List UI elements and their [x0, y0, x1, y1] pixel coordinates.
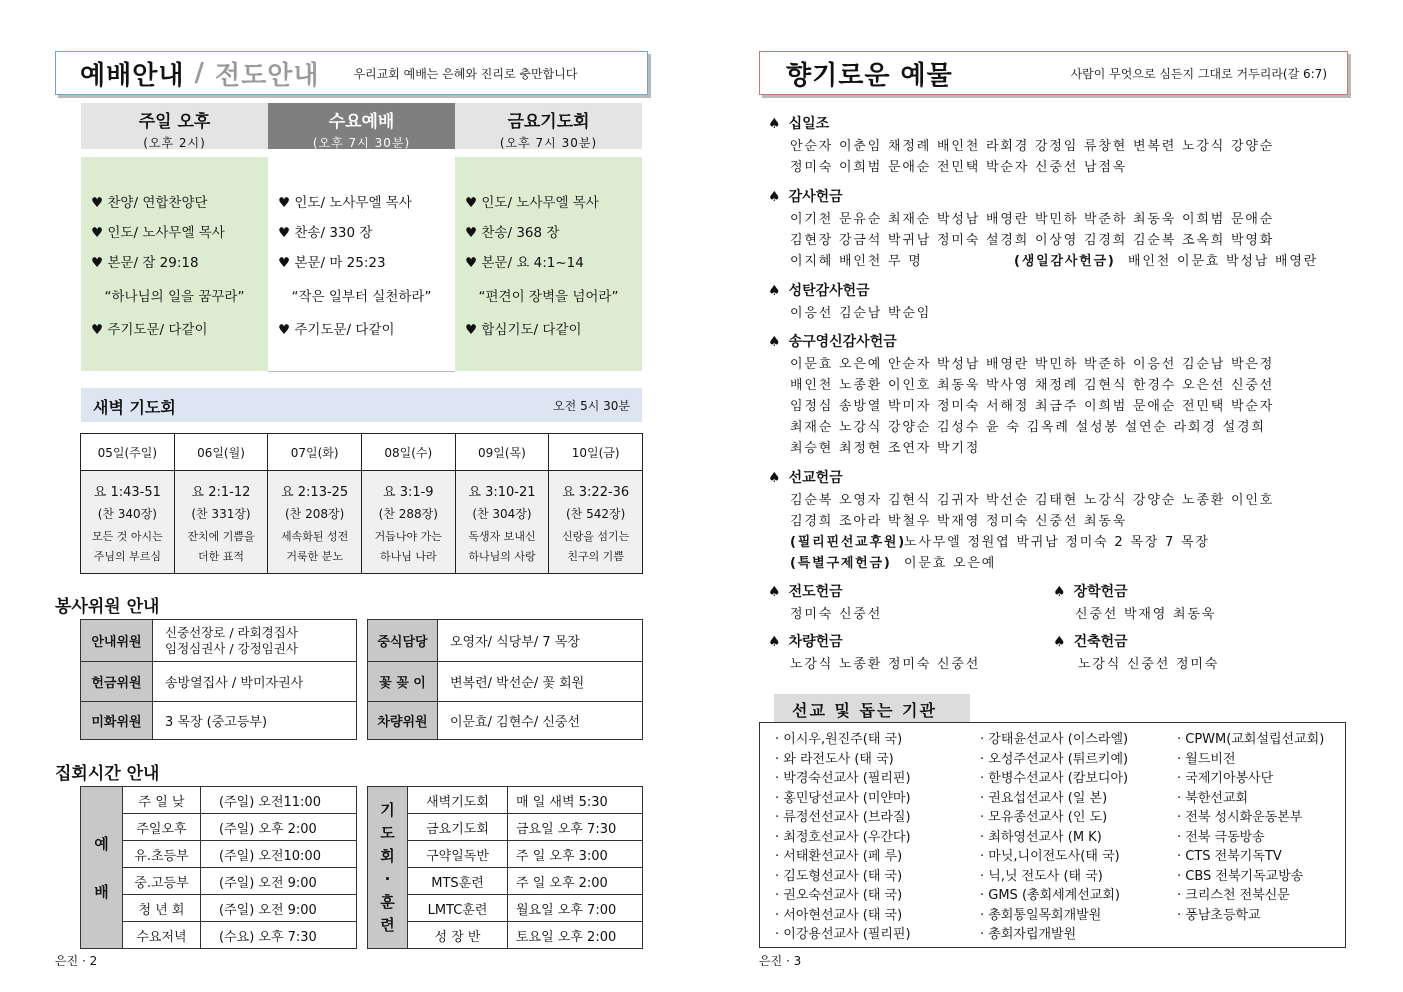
spade-icon: ♠ — [768, 634, 781, 650]
day-header: 10일(금) — [549, 434, 643, 471]
offering-names: 이기천 문유순 최재순 박성남 배영란 박민하 박준하 최동욱 이희범 문애순 — [790, 212, 1275, 227]
service-item: ♥ 주기도문/ 다같이 — [91, 322, 208, 338]
offering-title — [1053, 631, 1128, 651]
right-header-box — [759, 51, 1348, 95]
org-item: · 풍남초등학교 — [1177, 907, 1261, 923]
meeting-name: 구약일독반 — [408, 841, 508, 868]
offering-title-text: 감사헌금 — [788, 189, 843, 205]
meeting-name: 주일오후 — [123, 814, 201, 841]
service-item: ♥ 본문/ 마 25:23 — [278, 255, 386, 271]
spade-icon: ♠ — [1053, 634, 1066, 650]
offering-names: 노사무엘 정원엽 박귀남 정미숙 2 목장 7 목장 — [904, 535, 1210, 550]
service-item: ♥ 인도/ 노사무엘 목사 — [91, 225, 225, 241]
meeting-time: 금요일 오후 7:30 — [508, 814, 643, 841]
meeting-name: LMTC훈련 — [408, 895, 508, 922]
meeting-title: 집회시간 안내 — [55, 764, 160, 784]
volunteer-label: 차량위원 — [368, 702, 438, 740]
offering-title-text: 건축헌금 — [1073, 634, 1128, 650]
scripture-ref: 요 2:1-12 — [191, 484, 251, 500]
offering-title — [1053, 581, 1128, 601]
page-footer-left: 은진 · 2 — [55, 954, 98, 968]
offering-title-text: 전도헌금 — [788, 584, 843, 600]
service-head-friday — [455, 103, 642, 149]
offering-names: 정미숙 이희범 문애순 전민택 박순자 신중선 남점옥 — [790, 160, 1128, 175]
meeting-time: (주일) 오후 2:00 — [201, 814, 357, 841]
spade-icon: ♠ — [768, 334, 781, 350]
org-item: · 마닛,니이전도사(태 국) — [980, 849, 1120, 864]
offering-names: 이지혜 배인천 무 명 — [790, 254, 923, 269]
scripture-ref: 요 3:1-9 — [383, 484, 434, 500]
org-item: · 크리스천 전북신문 — [1177, 888, 1290, 903]
offering-title-text: 십일조 — [788, 116, 830, 132]
dawn-prayer-title: 새벽 기도회 — [93, 398, 176, 417]
org-title-tab — [774, 694, 970, 722]
offering-title — [768, 467, 843, 487]
offering-title — [768, 113, 830, 133]
meeting-name: 새벽기도회 — [408, 787, 508, 814]
meeting-time: (주일) 오전 9:00 — [201, 895, 357, 922]
volunteer-value-line: 신중선장로 / 라회경집사 — [165, 624, 298, 640]
offering-names: 안순자 이춘임 채정례 배인천 라회경 강정임 류창현 변복련 노강식 강양순 — [790, 139, 1275, 154]
org-item: · 한병수선교사 (캄보디아) — [980, 771, 1129, 786]
theme-line: 신랑을 섬기는 — [562, 529, 630, 543]
header-title-evangelism: 전도안내 — [214, 60, 320, 91]
spade-icon: ♠ — [768, 283, 781, 299]
service-item: ♥ 찬양/ 연합찬양단 — [91, 195, 208, 211]
theme-line: 거룩한 분노 — [286, 549, 343, 563]
volunteer-label: 중식담당 — [368, 620, 438, 662]
service-item: ♥ 본문/ 잠 29:18 — [91, 255, 199, 271]
offering-names: 노강식 노종환 정미숙 신중선 — [790, 657, 981, 672]
offering-names: 김순복 오영자 김현식 김귀자 박선순 김태현 노강식 강양순 노종환 이인호 — [790, 493, 1275, 508]
service-time: (오후 2시) — [143, 136, 206, 150]
group-char: 훈 — [380, 892, 395, 911]
meeting-name: 유.초등부 — [123, 841, 201, 868]
offering-title — [768, 581, 843, 601]
org-item: · 김도형선교사 (태 국) — [775, 868, 903, 884]
org-item: · 총회자립개발원 — [980, 927, 1077, 942]
service-col-wednesday — [268, 157, 455, 372]
meeting-name: 금요기도회 — [408, 814, 508, 841]
service-name: 주일 오후 — [138, 112, 211, 132]
offering-names: 김현장 강금석 박귀남 정미숙 설경희 이상영 김경희 김순복 조옥희 박영화 — [790, 233, 1275, 248]
service-name: 금요기도회 — [507, 112, 590, 132]
hymn-number: (찬 208장) — [285, 506, 345, 521]
meeting-time: 토요일 오후 2:00 — [508, 922, 643, 949]
dawn-prayer-time: 오전 5시 30분 — [553, 399, 630, 413]
meeting-time: 주 일 오후 3:00 — [508, 841, 643, 868]
hymn-number: (찬 340장) — [97, 506, 157, 521]
service-item: ♥ 주기도문/ 다같이 — [278, 322, 395, 338]
service-item: ♥ 인도/ 노사무엘 목사 — [278, 195, 412, 211]
volunteer-value: 변복련/ 박선순/ 꽃 회원 — [438, 662, 643, 702]
volunteer-table-right — [367, 619, 643, 740]
theme-line: 독생자 보내신 — [468, 529, 536, 543]
special-offering-label: (생일감사헌금) — [1014, 254, 1116, 269]
volunteer-label: 안내위원 — [81, 620, 153, 662]
service-item: ♥ 찬송/ 368 장 — [465, 225, 560, 241]
prayer-times-table — [367, 786, 643, 949]
spade-icon: ♠ — [768, 584, 781, 600]
group-char: 배 — [94, 882, 109, 901]
volunteer-value: 송방열집사 / 박미자권사 — [153, 662, 357, 702]
day-header: 09일(목) — [455, 434, 549, 471]
scripture-ref: 요 3:10-21 — [468, 484, 536, 500]
theme-line: 잔치에 기쁨을 — [187, 529, 255, 543]
volunteer-value — [153, 620, 357, 662]
volunteer-label: 꽃 꽂 이 — [368, 662, 438, 702]
org-item: · 서아현선교사 (태 국) — [775, 907, 903, 923]
special-offering-label: (필리핀선교후원) — [790, 535, 906, 550]
sermon-title: “편견이 장벽을 넘어라” — [478, 289, 619, 305]
offering-title-text: 차량헌금 — [788, 634, 843, 650]
offering-names: 신중선 박재영 최동욱 — [1075, 607, 1217, 622]
org-item: · 전북 극동방송 — [1177, 829, 1265, 845]
dawn-schedule-table — [80, 433, 643, 574]
service-item: ♥ 본문/ 요 4:1~14 — [465, 255, 584, 271]
service-item: ♥ 찬송/ 330 장 — [278, 225, 373, 241]
hymn-number: (찬 288장) — [378, 506, 438, 521]
hymn-number: (찬 331장) — [191, 506, 251, 521]
day-header: 06일(월) — [174, 434, 268, 471]
volunteer-value: 오영자/ 식당부/ 7 목장 — [438, 620, 643, 662]
spade-icon: ♠ — [768, 470, 781, 486]
org-item: · 모유종선교사 (인 도) — [980, 810, 1108, 825]
sermon-title: “하나님의 일을 꿈꾸라” — [104, 289, 245, 305]
service-time: (오후 7시 30분) — [499, 136, 598, 150]
offering-title — [768, 186, 843, 206]
offering-title — [768, 280, 870, 300]
meeting-time: 매 일 새벽 5:30 — [508, 787, 643, 814]
volunteer-value: 3 목장 (중고등부) — [153, 702, 357, 740]
spade-icon: ♠ — [768, 189, 781, 205]
day-header: 07일(화) — [268, 434, 362, 471]
scripture-ref: 요 3:22-36 — [562, 484, 630, 500]
org-item: · 권요섭선교사 (일 본) — [980, 790, 1108, 806]
left-header-box — [55, 51, 648, 95]
theme-line: 세속화된 성전 — [281, 529, 349, 543]
dawn-prayer-banner — [81, 388, 642, 422]
org-item: · 오성주선교사 (튀르키예) — [980, 751, 1129, 767]
prayer-group-label — [368, 787, 408, 949]
offering-title-text: 성탄감사헌금 — [788, 283, 870, 299]
org-item: · 권오숙선교사 (태 국) — [775, 888, 903, 903]
meeting-name: 중.고등부 — [123, 868, 201, 895]
offering-names: 이응선 김순남 박순임 — [790, 306, 932, 321]
day-cell — [549, 471, 643, 574]
org-item: · 닉,닛 전도사 (태 국) — [980, 868, 1103, 884]
org-item: · 이시우,원진주(태 국) — [775, 732, 903, 747]
volunteer-label: 미화위원 — [81, 702, 153, 740]
theme-line: 주님의 부르심 — [93, 549, 161, 563]
offering-names: 배인천 노종환 이인호 최동욱 박사영 채정례 김현식 한경수 오은선 신중선 — [790, 378, 1275, 393]
org-item: · 이강용선교사 (필리핀) — [775, 927, 911, 942]
meeting-name: 주 일 낮 — [123, 787, 201, 814]
special-offering-label: (특별구제헌금) — [790, 556, 892, 571]
day-cell — [361, 471, 455, 574]
offering-names: 임정심 송방열 박미자 정미숙 서해정 최금주 이희범 문애순 전민택 박순자 — [790, 399, 1275, 414]
header-subtitle-right: 사람이 무엇으로 심든지 그대로 거두리라(갈 6:7) — [1070, 66, 1327, 81]
offering-names: 정미숙 신중선 — [790, 607, 883, 622]
org-item: · 박경숙선교사 (필리핀) — [775, 771, 911, 786]
meeting-name: 수요저녁 — [123, 922, 201, 949]
day-cell — [81, 471, 175, 574]
org-title: 선교 및 돕는 기관 — [792, 701, 937, 720]
offering-title-text: 송구영신감사헌금 — [788, 334, 897, 350]
meeting-name: 청 년 회 — [123, 895, 201, 922]
org-item: · 강태윤선교사 (이스라엘) — [980, 732, 1129, 747]
theme-line: 더한 표적 — [197, 549, 244, 563]
meeting-time: (주일) 오전 9:00 — [201, 868, 357, 895]
offering-title-text: 선교헌금 — [788, 470, 843, 486]
offering-names: 최재순 노강식 강양순 김성수 윤 숙 김옥례 설성봉 설연순 라회경 설경희 — [790, 420, 1266, 435]
volunteer-value: 이문효/ 김현수/ 신중선 — [438, 702, 643, 740]
page-footer-right: 은진 · 3 — [759, 954, 802, 968]
header-title-worship: 예배안내 — [80, 60, 185, 91]
meeting-time: 주 일 오후 2:00 — [508, 868, 643, 895]
worship-group-label — [81, 787, 123, 949]
org-item: · 전북 성시화운동본부 — [1177, 810, 1303, 825]
offering-title — [768, 631, 843, 651]
group-char: · — [384, 869, 391, 888]
meeting-time: 월요일 오후 7:00 — [508, 895, 643, 922]
group-char: 도 — [380, 823, 395, 842]
org-item: · CTS 전북기독TV — [1177, 849, 1282, 864]
org-item: · 월드비전 — [1177, 751, 1236, 767]
org-item: · GMS (총회세계선교회) — [980, 888, 1120, 903]
org-item: · 최하영선교사 (M K) — [980, 829, 1102, 845]
meeting-name: MTS훈련 — [408, 868, 508, 895]
spade-icon: ♠ — [1053, 584, 1066, 600]
offering-names: 김경희 조아라 박철우 박재영 정미숙 신중선 최동욱 — [790, 514, 1128, 529]
org-item: · CBS 전북기독교방송 — [1177, 868, 1304, 884]
scripture-ref: 요 1:43-51 — [93, 484, 161, 500]
spade-icon: ♠ — [768, 116, 781, 132]
volunteer-value-line: 임정심권사 / 강정임권사 — [165, 640, 298, 656]
hymn-number: (찬 542장) — [566, 506, 626, 521]
service-head-wednesday — [268, 103, 455, 149]
service-col-sunday — [81, 157, 268, 371]
theme-line: 하나님 나라 — [379, 549, 437, 563]
volunteer-label: 헌금위원 — [81, 662, 153, 702]
org-item: · 총회통일목회개발원 — [980, 907, 1102, 923]
offering-names: 이문효 오은예 안순자 박성남 배영란 박민하 박준하 이응선 김순남 박은정 — [790, 357, 1275, 372]
day-header: 08일(수) — [361, 434, 455, 471]
service-item: ♥ 합심기도/ 다같이 — [465, 322, 582, 338]
day-cell — [455, 471, 549, 574]
group-char: 예 — [94, 834, 109, 853]
org-item: · 서태환선교사 (페 루) — [775, 849, 903, 864]
day-cell — [268, 471, 362, 574]
meeting-time: (주일) 오전11:00 — [201, 787, 357, 814]
meeting-time: (수요) 오후 7:30 — [201, 922, 357, 949]
meeting-name: 성 장 반 — [408, 922, 508, 949]
day-header: 05일(주일) — [81, 434, 175, 471]
org-item: · 국제기아봉사단 — [1177, 771, 1274, 786]
day-cell — [174, 471, 268, 574]
hymn-number: (찬 304장) — [472, 506, 532, 521]
offering-title — [768, 331, 897, 351]
offering-names: 배인천 이문효 박성남 배영란 — [1128, 254, 1319, 269]
org-item: · CPWM(교회설립선교회) — [1177, 732, 1325, 747]
offering-names: 최승현 최정현 조연자 박기정 — [790, 441, 981, 456]
offering-title-text: 장학헌금 — [1073, 584, 1128, 600]
group-char: 기 — [380, 800, 395, 819]
group-char: 련 — [380, 915, 395, 934]
org-item: · 북한선교회 — [1177, 790, 1249, 806]
service-item: ♥ 인도/ 노사무엘 목사 — [465, 195, 599, 211]
service-head-sunday — [81, 103, 268, 149]
meeting-time: (주일) 오전10:00 — [201, 841, 357, 868]
theme-line: 하나님의 사랑 — [468, 549, 536, 563]
theme-line: 친구의 기쁨 — [567, 549, 624, 563]
header-title-separator: / — [194, 58, 205, 88]
header-title-offerings: 향기로운 예물 — [786, 60, 953, 91]
worship-times-table — [80, 786, 357, 949]
org-item: · 최정호선교사 (우간다) — [775, 829, 911, 845]
volunteer-title: 봉사위원 안내 — [55, 597, 160, 617]
service-name: 수요예배 — [328, 112, 395, 132]
scripture-ref: 요 2:13-25 — [281, 484, 349, 500]
org-item: · 류정선선교사 (브라질) — [775, 810, 911, 825]
org-item: · 와 라전도사 (태 국) — [775, 751, 894, 767]
offering-names: 노강식 신중선 정미숙 — [1078, 657, 1220, 672]
service-col-friday — [455, 157, 642, 371]
header-subtitle: 우리교회 예배는 은혜와 진리로 충만합니다 — [353, 66, 578, 81]
theme-line: 거듭나야 가는 — [374, 529, 442, 543]
volunteer-table-left — [80, 619, 357, 740]
offering-names: 이문효 오은예 — [904, 556, 997, 571]
group-char: 회 — [380, 846, 395, 865]
service-time: (오후 7시 30분) — [312, 136, 411, 150]
sermon-title: “작은 일부터 실천하라” — [291, 289, 432, 305]
theme-line: 모든 것 아시는 — [91, 529, 163, 543]
org-item: · 홍민당선교사 (미얀마) — [775, 790, 911, 806]
